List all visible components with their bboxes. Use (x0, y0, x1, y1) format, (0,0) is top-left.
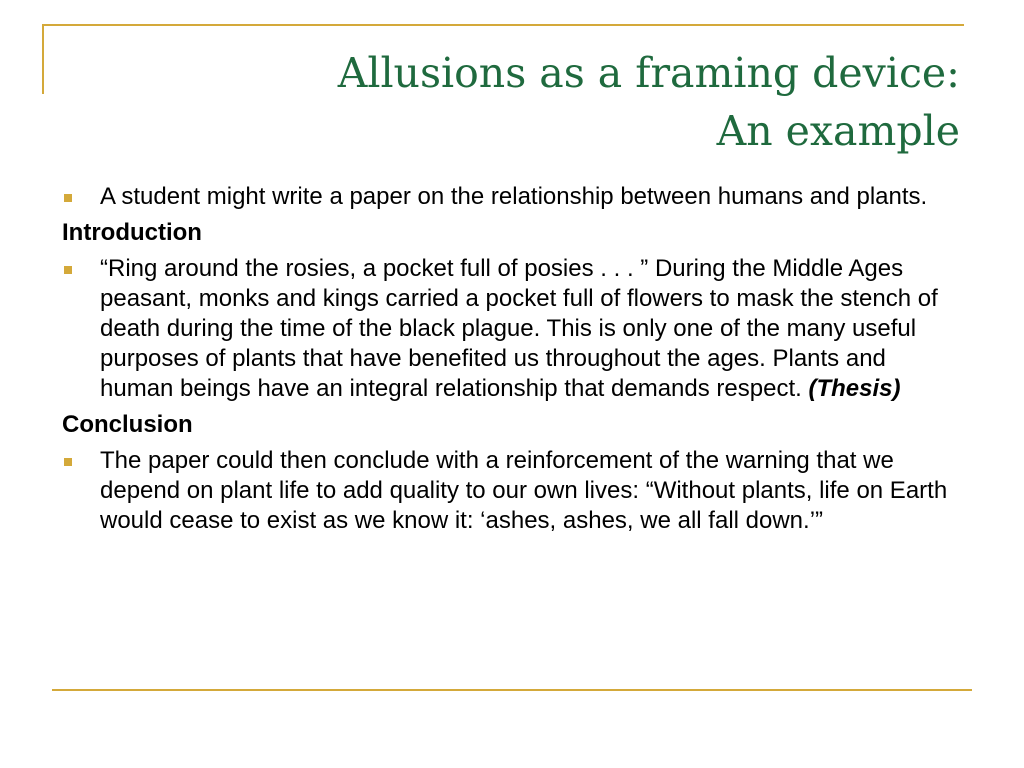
section-heading-conclusion: Conclusion (62, 411, 193, 438)
frame-left-rule (42, 24, 44, 94)
slide-body (62, 182, 962, 542)
bullet-text: A student might write a paper on the relationship between humans and plants. (100, 183, 928, 210)
slide-title (160, 44, 960, 160)
title-line-2: An example (716, 107, 960, 155)
bullet-item (62, 182, 962, 212)
square-bullet-icon (64, 458, 72, 466)
frame-bottom-rule (52, 689, 972, 691)
title-line-1: Allusions as a framing device: (337, 49, 960, 97)
bullet-text: “Ring around the rosies, a pocket full of posies . . . ” During the Middle Ages peasant, monks and kings carried a pocket full of flowers to mask the stench of death during the time of the black plague. This is only one of the many useful purposes of plants that have benefited us throughout the ages. Plants and human beings have an integral relationship that demands respect. (100, 255, 938, 402)
bullet-item (62, 446, 962, 536)
section-heading-introduction: Introduction (62, 219, 202, 246)
bullet-text: The paper could then conclude with a reinforcement of the warning that we depend on plant life to add quality to our own lives: “Without plants, life on Earth would cease to exist as we know it: ‘ashes, ashes, we all fall down.’” (100, 447, 948, 534)
thesis-label: (Thesis) (808, 375, 901, 402)
bullet-item (62, 254, 962, 404)
square-bullet-icon (64, 194, 72, 202)
square-bullet-icon (64, 266, 72, 274)
frame-top-rule (42, 24, 964, 26)
